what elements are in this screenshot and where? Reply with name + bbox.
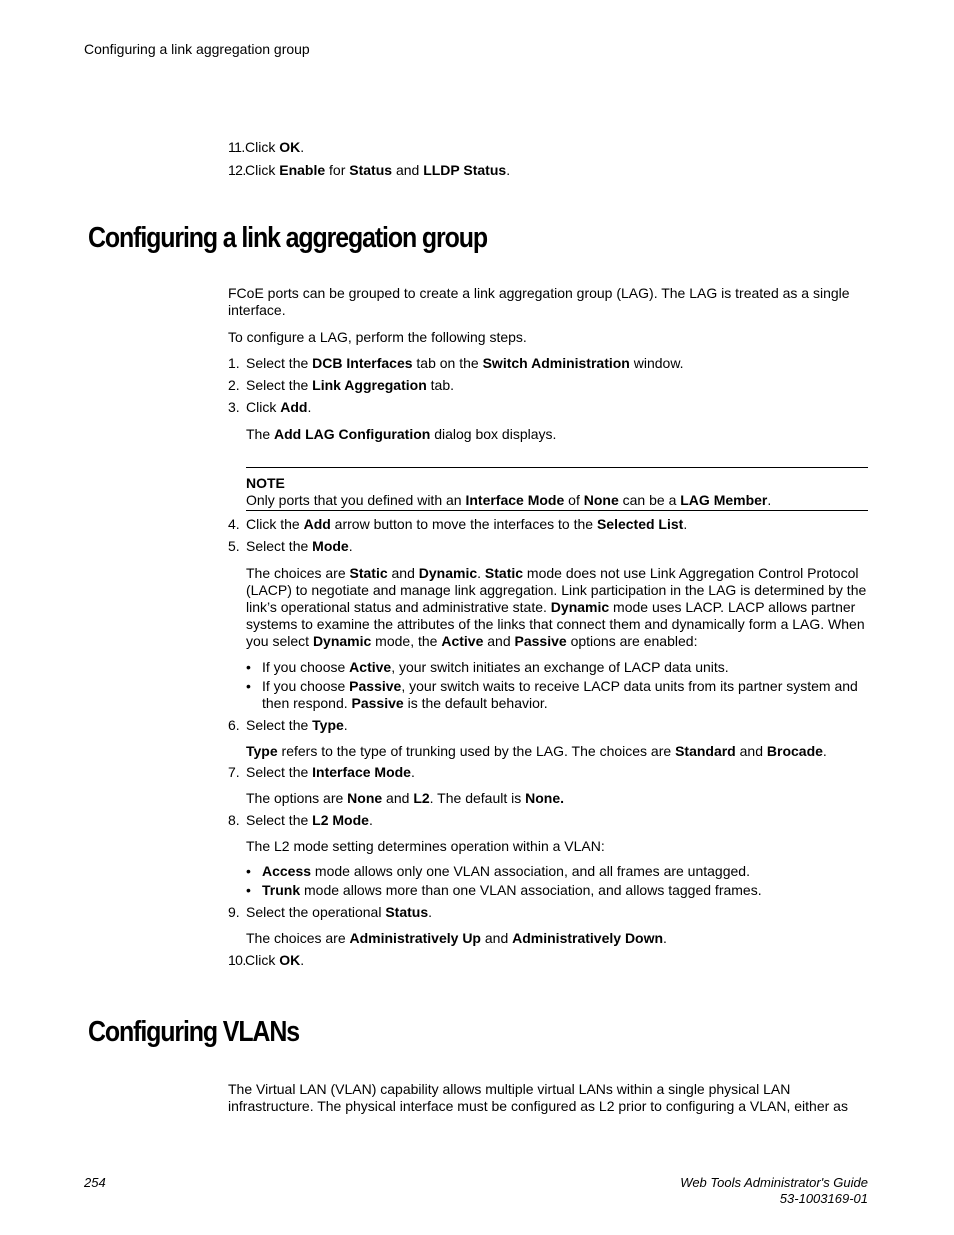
step-11: 11. Click OK. bbox=[228, 139, 305, 155]
top-steps bbox=[228, 139, 868, 179]
section-lag-body bbox=[228, 285, 868, 969]
list-item: • Trunk mode allows more than one VLAN association, and allows tagged frames. bbox=[246, 882, 762, 898]
step-10: 10. Click OK. bbox=[228, 952, 305, 968]
note-label: NOTE bbox=[246, 475, 285, 491]
list-item: • Access mode allows only one VLAN association, and all frames are untagged. bbox=[246, 863, 750, 879]
step-5-description: The choices are Static and Dynamic. Static mode does not use Link Aggregation Control Protocol (LACP) to negotiate and manage link aggregation. Link participation in the LAG is determined by the link’s operational status and administrative state. Dynamic mode uses LACP. LACP allows partner systems to examine the attributes of the links that connect them and dynamically form a LAG. When you select Dynamic mode, the Active and Passive options are enabled: bbox=[246, 565, 867, 649]
step-12: 12. Click Enable for Status and LLDP Status. bbox=[228, 162, 511, 178]
step-9-description: The choices are Administratively Up and Administratively Down. bbox=[246, 930, 667, 946]
step-6-description: Type refers to the type of trunking used by the LAG. The choices are Standard and Brocade. bbox=[246, 743, 827, 759]
vlans-intro: The Virtual LAN (VLAN) capability allows multiple virtual LANs within a single physical LAN infrastructure. The physical interface must be configured as L2 prior to configuring a VLAN, either as bbox=[228, 1081, 848, 1114]
footer-document-info bbox=[680, 1175, 868, 1207]
step-7: 7. Select the Interface Mode. bbox=[228, 764, 415, 780]
note-text: Only ports that you defined with an Interface Mode of None can be a LAG Member. bbox=[246, 492, 772, 508]
lag-lead: To configure a LAG, perform the following steps. bbox=[228, 329, 527, 345]
step-1: 1. Select the DCB Interfaces tab on the Switch Administration window. bbox=[228, 355, 684, 371]
section-vlans-body bbox=[228, 1081, 868, 1115]
step-9: 9. Select the operational Status. bbox=[228, 904, 433, 920]
step-5: 5. Select the Mode. bbox=[228, 538, 353, 554]
list-item: • If you choose Active, your switch initiates an exchange of LACP data units. bbox=[246, 659, 729, 675]
step-8-description: The L2 mode setting determines operation within a VLAN: bbox=[246, 838, 605, 854]
step-7-description: The options are None and L2. The default is None. bbox=[246, 790, 565, 806]
step-3: 3. Click Add. bbox=[228, 399, 312, 415]
list-item: • If you choose Passive, your switch waits to receive LACP data units from its partner system and then respond. Passive is the default behavior. bbox=[246, 678, 858, 711]
guide-title: Web Tools Administrator's Guide bbox=[680, 1175, 868, 1190]
section-heading-vlans: Configuring VLANs bbox=[88, 1016, 299, 1048]
l2-mode-bullets bbox=[246, 863, 868, 899]
note-box bbox=[246, 467, 868, 511]
step-3-result: The Add LAG Configuration dialog box displays. bbox=[246, 426, 557, 442]
running-header: Configuring a link aggregation group bbox=[84, 41, 310, 57]
mode-bullets bbox=[246, 659, 868, 712]
step-6: 6. Select the Type. bbox=[228, 717, 348, 733]
document-number: 53-1003169-01 bbox=[779, 1191, 868, 1206]
page-number: 254 bbox=[84, 1175, 106, 1190]
section-heading-lag: Configuring a link aggregation group bbox=[88, 222, 487, 254]
lag-intro: FCoE ports can be grouped to create a link aggregation group (LAG). The LAG is treated as a single interface. bbox=[228, 285, 850, 318]
step-8: 8. Select the L2 Mode. bbox=[228, 812, 373, 828]
step-2: 2. Select the Link Aggregation tab. bbox=[228, 377, 454, 393]
step-4: 4. Click the Add arrow button to move the interfaces to the Selected List. bbox=[228, 516, 688, 532]
